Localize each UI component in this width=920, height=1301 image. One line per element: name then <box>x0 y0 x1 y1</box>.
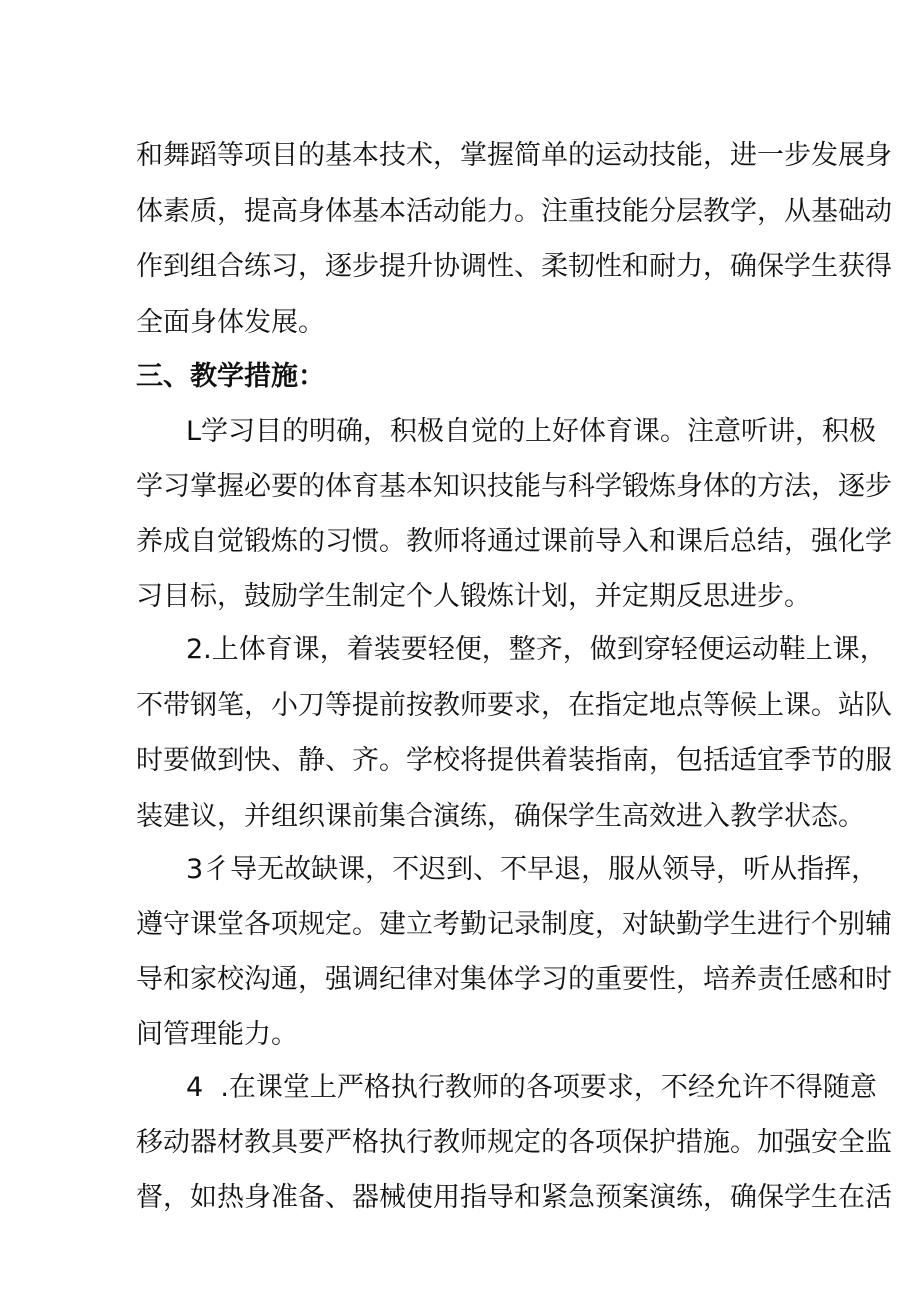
list-item-line: 遵守课堂各项规定。建立考勤记录制度，对缺勤学生进行个别辅 <box>136 909 892 940</box>
list-item-line: 装建议，并组织课前集合演练，确保学生高效进入教学状态。 <box>136 801 865 832</box>
list-item-line: 不带钢笔，小刀等提前按教师要求，在指定地点等候上课。站队 <box>136 690 892 721</box>
list-item-line: 时要做到快、静、齐。学校将提供着装指南，包括适宜季节的服 <box>136 745 892 776</box>
list-item-line: 间管理能力。 <box>136 1019 298 1050</box>
paragraph-line: 和舞蹈等项目的基本技术，掌握简单的运动技能，进一步发展身 <box>136 140 892 171</box>
paragraph-line: 作到组合练习，逐步提升协调性、柔韧性和耐力，确保学生获得 <box>136 251 892 282</box>
list-item-line: 学习掌握必要的体育基本知识技能与科学锻炼身体的方法，逐步 <box>136 471 892 502</box>
list-item-line: 习目标，鼓励学生制定个人锻炼计划，并定期反思进步。 <box>136 581 811 612</box>
section-heading: 三、教学措施： <box>136 361 325 392</box>
paragraph-line: 体素质，提高身体基本活动能力。注重技能分层教学，从基础动 <box>136 196 892 227</box>
list-item-line: 2.上体育课，着装要轻便，整齐，做到穿轻便运动鞋上课， <box>186 634 887 665</box>
list-item-line: 3彳导无故缺课，不迟到、不早退，服从领导，听从指挥， <box>186 854 879 885</box>
list-item-line: 移动器材教具要严格执行教师规定的各项保护措施。加强安全监 <box>136 1127 892 1158</box>
list-item-line: 养成自觉锻炼的习惯。教师将通过课前导入和课后总结，强化学 <box>136 526 892 557</box>
list-item-line: 督，如热身准备、器械使用指导和紧急预案演练，确保学生在活 <box>136 1182 892 1213</box>
paragraph-line: 全面身体发展。 <box>136 307 325 338</box>
list-item-line: 导和家校沟通，强调纪律对集体学习的重要性，培养责任感和时 <box>136 964 892 995</box>
list-item-line: L学习目的明确，积极自觉的上好体育课。注意听讲，积极 <box>186 416 877 447</box>
list-item-line: 4 .在课堂上严格执行教师的各项要求，不经允许不得随意 <box>186 1072 877 1103</box>
